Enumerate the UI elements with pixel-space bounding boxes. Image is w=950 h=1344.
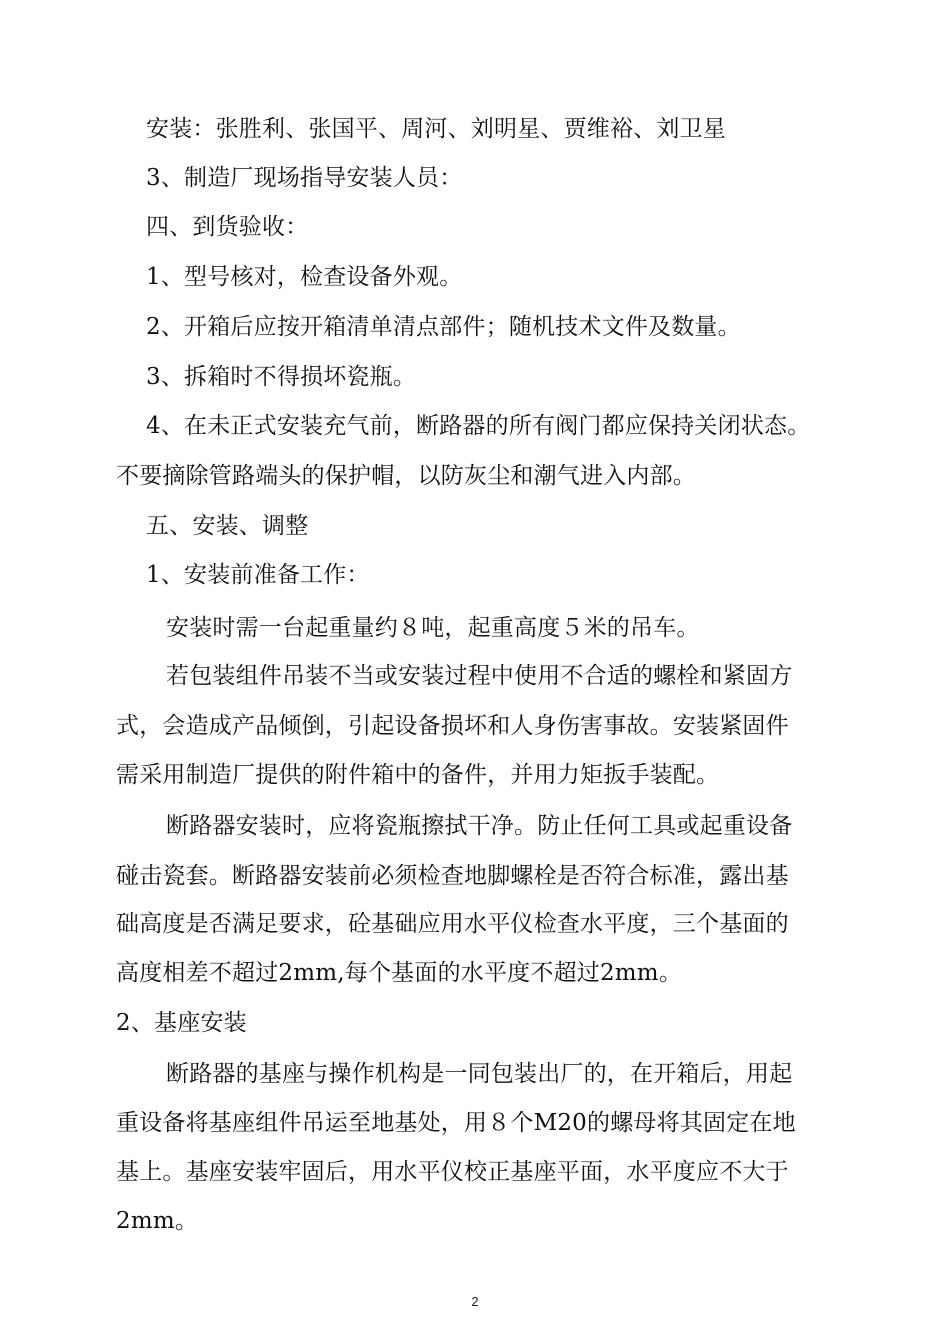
acceptance-item-1: 1、型号核对，检查设备外观。: [146, 264, 463, 290]
acceptance-item-4-continued: 不要摘除管路端头的保护帽，以防灰尘和潮气进入内部。: [116, 463, 696, 489]
manufacturer-guide-line: 3、制造厂现场指导安装人员：: [146, 165, 463, 191]
lifting-warning-line-3: 需采用制造厂提供的附件箱中的备件，并用力矩扳手装配。: [116, 762, 720, 788]
acceptance-item-4: 4、在未正式安装充气前，断路器的所有阀门都应保持关闭状态。: [146, 413, 811, 439]
installation-prep-heading: 1、安装前准备工作：: [146, 562, 370, 588]
installer-names-line: 安装：张胜利、张国平、周河、刘明星、贾维裕、刘卫星: [146, 116, 726, 142]
section-heading-installation: 五、安装、调整: [146, 513, 309, 539]
breaker-install-line-4: 高度相差不超过2mm,每个基面的水平度不超过2mm。: [116, 960, 683, 986]
acceptance-item-2: 2、开箱后应按开箱清单清点部件；随机技术文件及数量。: [146, 314, 741, 340]
breaker-install-line-1: 断路器安装时，应将瓷瓶擦拭干净。防止任何工具或起重设备: [166, 813, 793, 839]
breaker-install-line-2: 碰击瓷套。断路器安装前必须检查地脚螺栓是否符合标准，露出基: [116, 863, 789, 889]
base-install-line-1: 断路器的基座与操作机构是一同包装出厂的，在开箱后，用起: [166, 1061, 793, 1087]
base-install-line-4: 2mm。: [116, 1208, 199, 1234]
base-installation-heading: 2、基座安装: [116, 1010, 247, 1036]
lifting-warning-line-1: 若包装组件吊装不当或安装过程中使用不合适的螺栓和紧固方: [166, 663, 793, 689]
acceptance-item-3: 3、拆箱时不得损坏瓷瓶。: [146, 364, 417, 390]
lifting-warning-line-2: 式，会造成产品倾倒，引起设备损坏和人身伤害事故。安装紧固件: [116, 713, 789, 739]
breaker-install-line-3: 础高度是否满足要求，砼基础应用水平仪检查水平度，三个基面的: [116, 911, 789, 937]
crane-requirement-line: 安装时需一台起重量约８吨，起重高度５米的吊车。: [166, 615, 700, 641]
section-heading-acceptance: 四、到货验收：: [146, 214, 309, 240]
base-install-line-3: 基上。基座安装牢固后，用水平仪校正基座平面，水平度应不大于: [116, 1159, 789, 1185]
page-number: 2: [471, 1294, 479, 1309]
base-install-line-2: 重设备将基座组件吊运至地基处，用８个M20的螺母将其固定在地: [116, 1110, 796, 1136]
